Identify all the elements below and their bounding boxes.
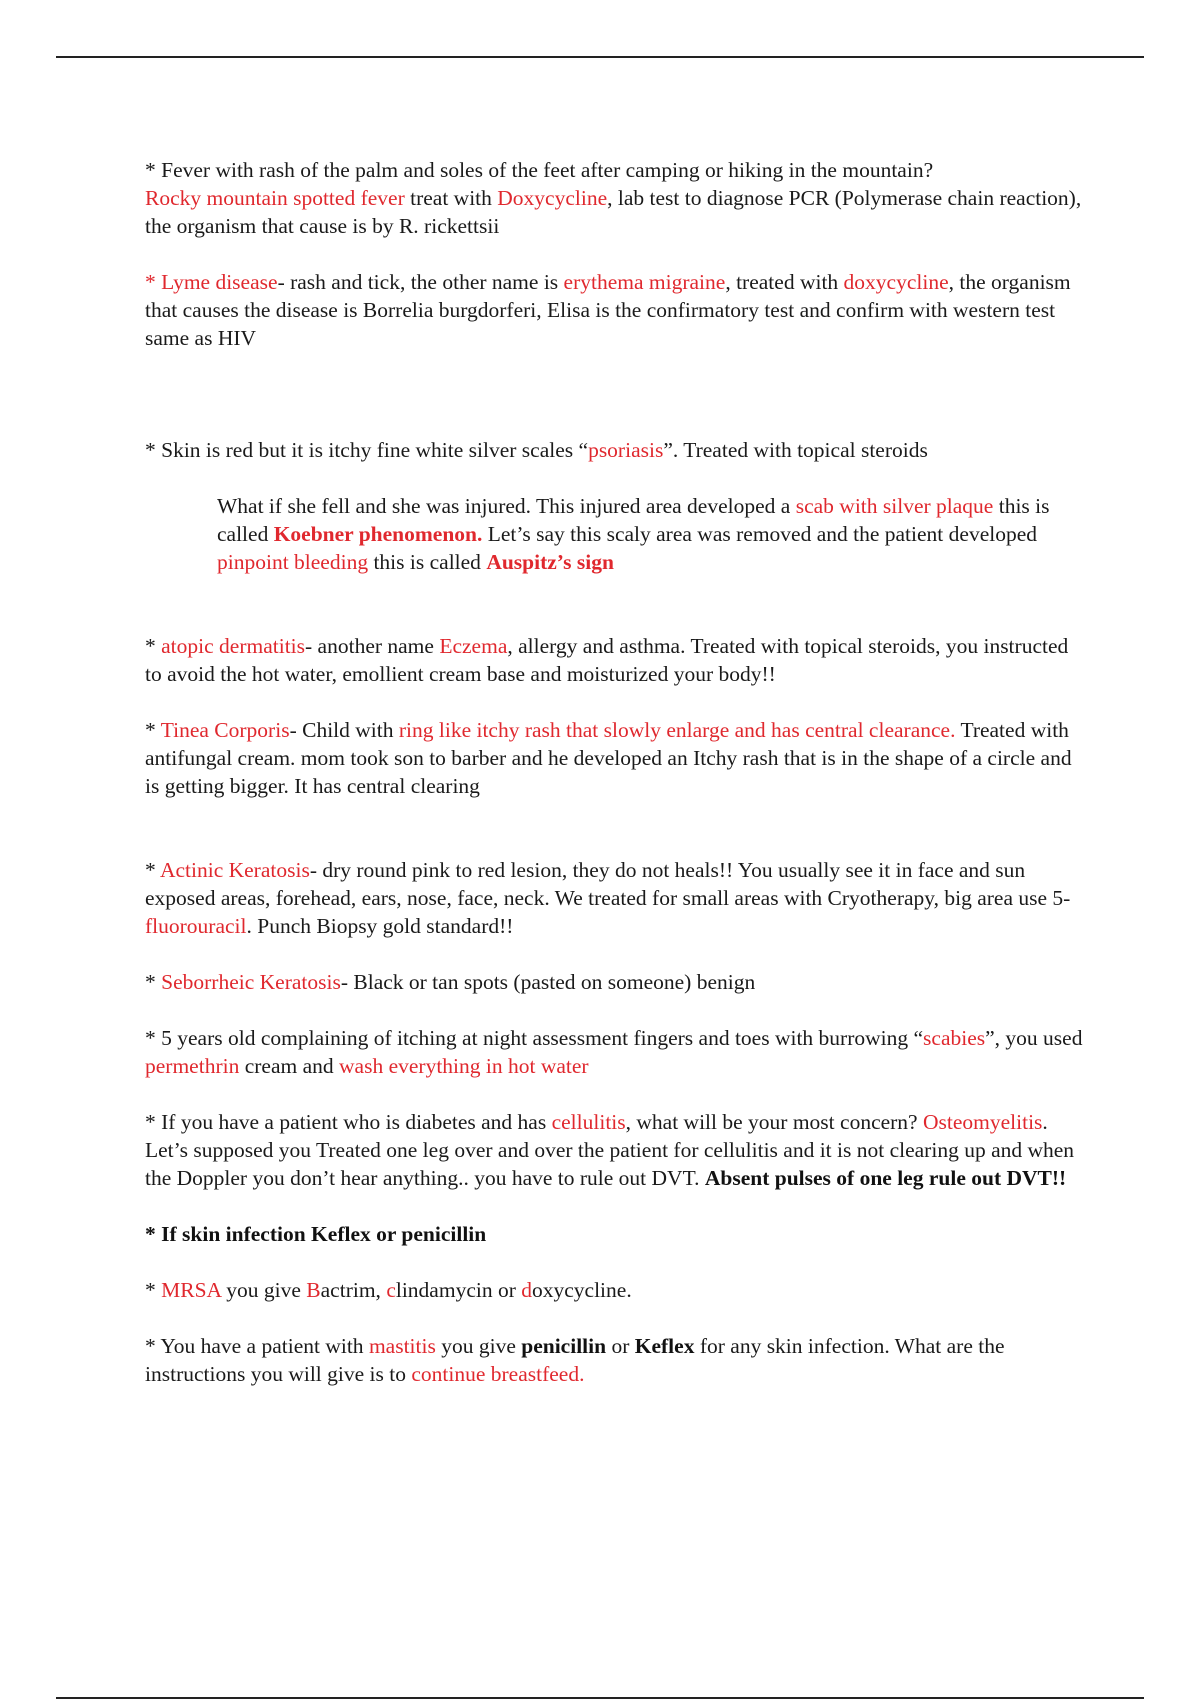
highlight-term: scab with silver plaque (795, 494, 994, 518)
note-cellulitis (145, 1108, 1085, 1192)
highlight-term: ring like itchy rash that slowly enlarge and has central clearance. (398, 718, 956, 742)
note-text: this is called (217, 494, 1050, 546)
note-psoriasis (145, 408, 1085, 604)
highlight-term-bold: Auspitz’s sign (486, 550, 614, 574)
highlight-term: Eczema (439, 634, 508, 658)
highlight-term: cellulitis (551, 1110, 626, 1134)
note-text: , what will be your most concern? (625, 1110, 923, 1134)
bold-statement: Absent pulses of one leg rule out DVT!! (704, 1166, 1067, 1190)
highlight-term: continue breastfeed. (411, 1362, 585, 1386)
highlight-term: Seborrheic Keratosis (161, 970, 341, 994)
note-text: , lab test to diagnose PCR (Polymerase chain reaction), the organism that cause is by R. rickettsii (145, 186, 1082, 238)
document-body (145, 156, 1085, 1388)
note-text: . Let’s supposed you Treated one leg over and over the patient for cellulitis and it is not clearing up and when the Doppler you don’t hear anything.. you have to rule out DVT. (145, 1110, 1075, 1190)
note-text: . Punch Biopsy gold standard!! (246, 914, 514, 938)
note-tinea-corporis (145, 716, 1085, 800)
highlight-term: scabies (923, 1026, 986, 1050)
highlight-term: atopic dermatitis (161, 634, 306, 658)
bold-term: penicillin (521, 1334, 607, 1358)
note-mrsa (145, 1276, 1085, 1304)
note-text: * Skin is red but it is itchy fine white silver scales “ (145, 438, 589, 462)
note-text: * If you have a patient who is diabetes and has (145, 1110, 552, 1134)
highlight-term-bold: Koebner phenomenon. (273, 522, 483, 546)
note-text: * You have a patient with (145, 1334, 369, 1358)
note-text: or (606, 1334, 635, 1358)
note-text: , the organism that causes the disease is Borrelia burgdorferi, Elisa is the confirmatory test and confirm with western test same as HIV (145, 270, 1071, 350)
highlight-term: Actinic Keratosis (159, 858, 310, 882)
highlight-term: Tinea Corporis (160, 718, 290, 742)
note-actinic-keratosis (145, 856, 1085, 940)
note-text: * (145, 1278, 162, 1302)
note-text: lindamycin or (395, 1278, 522, 1302)
highlight-letter: c (386, 1278, 396, 1302)
highlight-letter: d (521, 1278, 532, 1302)
note-text: What if she fell and she was injured. This injured area developed a (217, 494, 796, 518)
note-text: * (145, 718, 161, 742)
note-text: Treated with antifungal cream. mom took son to barber and he developed an Itchy rash that is in the shape of a circle and is getting bigger. It has central clearing (145, 718, 1072, 798)
note-seborrheic-keratosis (145, 968, 1085, 996)
highlight-term: Doxycycline (497, 186, 608, 210)
note-text: actrim, (320, 1278, 387, 1302)
note-text: ”. Treated with topical steroids (663, 438, 928, 462)
note-text: - Child with (289, 718, 399, 742)
note-text: you give (435, 1334, 522, 1358)
note-scabies (145, 1024, 1085, 1080)
highlight-term: permethrin (145, 1054, 240, 1078)
note-text: treat with (404, 186, 498, 210)
note-text: this is called (368, 550, 487, 574)
note-text: oxycycline. (532, 1278, 632, 1302)
note-text: * Fever with rash of the palm and soles of the feet after camping or hiking in the mountain? (145, 158, 934, 182)
note-text: for any skin infection. What are the instructions you will give is to (145, 1334, 1005, 1386)
bold-term: Keflex (634, 1334, 695, 1358)
top-rule (56, 56, 1144, 58)
note-text: * (145, 858, 160, 882)
note-text: , allergy and asthma. Treated with topical steroids, you instructed to avoid the hot water, emollient cream base and moisturized your body!! (145, 634, 1069, 686)
note-skin-infection (145, 1220, 1085, 1248)
highlight-letter: B (306, 1278, 321, 1302)
note-text: , treated with (725, 270, 844, 294)
highlight-term: MRSA (161, 1278, 221, 1302)
note-text: - rash and tick, the other name is (277, 270, 564, 294)
note-atopic-dermatitis (145, 632, 1085, 688)
note-text: - dry round pink to red lesion, they do not heals!! You usually see it in face and sun exposed areas, forehead, ears, nose, face, neck. We treated for small areas with Cryotherapy, big area use 5- (145, 858, 1071, 910)
highlight-term: erythema migraine (563, 270, 726, 294)
highlight-term: doxycycline (843, 270, 949, 294)
highlight-term: fluorouracil (145, 914, 247, 938)
note-text: ”, you used (985, 1026, 1083, 1050)
note-text: you give (220, 1278, 307, 1302)
highlight-term: psoriasis (588, 438, 664, 462)
highlight-term: * Lyme disease (145, 270, 278, 294)
bold-statement: * If skin infection Keflex or penicillin (145, 1222, 487, 1246)
note-text: * (145, 634, 162, 658)
highlight-term: wash everything in hot water (339, 1054, 589, 1078)
note-lyme-disease (145, 268, 1085, 352)
note-text: * (145, 970, 162, 994)
note-text: - Black or tan spots (pasted on someone) benign (340, 970, 756, 994)
highlight-term: mastitis (368, 1334, 436, 1358)
note-text: Let’s say this scaly area was removed and the patient developed (482, 522, 1037, 546)
highlight-term: pinpoint bleeding (217, 550, 369, 574)
note-rocky-mountain-spotted-fever (145, 156, 1085, 240)
bottom-rule (56, 1697, 1144, 1699)
note-text: * 5 years old complaining of itching at night assessment fingers and toes with burrowing “ (145, 1026, 924, 1050)
highlight-term: Osteomyelitis (922, 1110, 1043, 1134)
note-mastitis (145, 1332, 1085, 1388)
note-text: cream and (239, 1054, 340, 1078)
highlight-term: Rocky mountain spotted fever (145, 186, 405, 210)
note-text: - another name (305, 634, 440, 658)
